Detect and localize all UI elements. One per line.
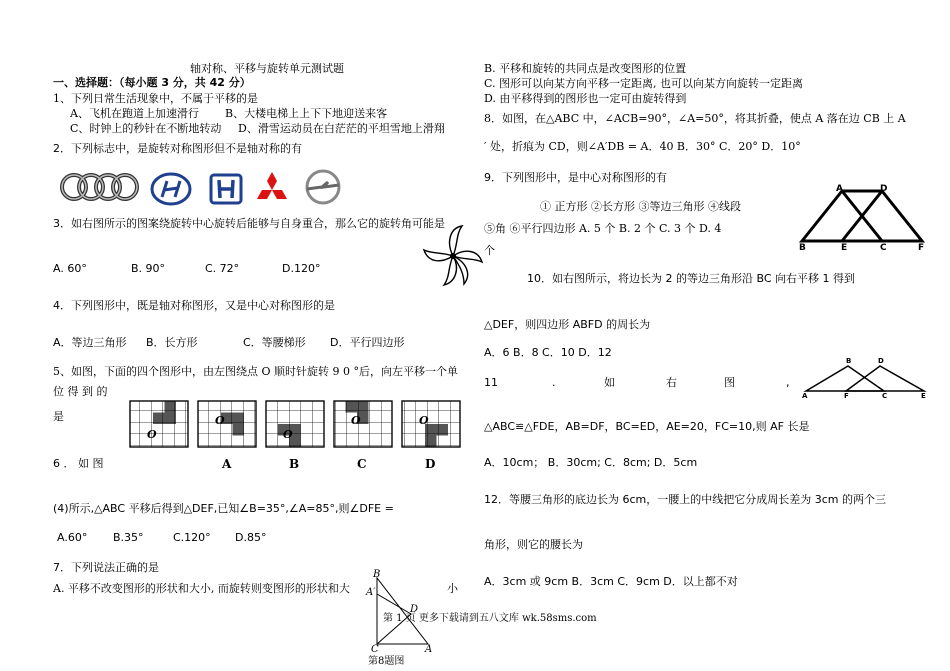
q12-stem-line2: 角形，则它的腰长为 — [484, 538, 583, 551]
q11-lead-dot: . — [552, 376, 556, 389]
q3-stem: 3．如右图所示的图案绕旋转中心旋转后能够与自身重合，那么它的旋转角可能是 — [53, 217, 445, 230]
section-heading: 一、选择题：（每小题 3 分，共 42 分） — [53, 76, 251, 89]
q7-option-d: D. 由平移得到的图形也一定可由旋转得到 — [484, 92, 687, 105]
q11-lead-word2: 右 — [666, 376, 677, 389]
q11-label-d: D — [878, 357, 884, 365]
q6-option-b: B.35° — [113, 531, 144, 544]
q10-options: A．6 B．8 C．10 D．12 — [484, 346, 612, 359]
q4-stem: 4．下列图形中，既是轴对称图形，又是中心对称图形的是 — [53, 299, 335, 312]
q10-label-d: D — [880, 184, 888, 194]
q11-label-c: C — [882, 392, 888, 400]
q5-label-d: D — [425, 457, 436, 471]
q10-label-c: C — [880, 243, 887, 253]
q11-stem: △ABC≌△FDE，AB=DF，BC=ED，AE=20，FC=10,则 AF 长是 — [484, 420, 810, 433]
audi-logo — [58, 170, 144, 204]
q11-label-b: B — [846, 357, 852, 365]
honda-logo — [208, 172, 244, 206]
q5-origin-label: O — [215, 414, 225, 427]
q11-options: A．10cm； B．30cm; C．8cm; D．5cm — [484, 456, 698, 469]
q11-lead-number: 11 — [484, 376, 498, 389]
q7-stem: 7．下列说法正确的是 — [53, 561, 159, 574]
opel-logo — [302, 168, 344, 206]
q10-translation-figure — [796, 183, 928, 249]
q4-option-d: D．平行四边形 — [330, 336, 405, 349]
q5-label-a: A — [222, 457, 232, 471]
q9-items: ① 正方形 ②长方形 ③等边三角形 ④线段 — [540, 200, 741, 213]
q4-option-b: B．长方形 — [146, 336, 198, 349]
q8-label-a-prime: A′ — [366, 587, 376, 598]
q12-stem-line1: 12．等腰三角形的底边长为 6cm，一腰上的中线把它分成周长差为 3cm 的两个三 — [484, 493, 887, 506]
q7-option-b: B. 平移和旋转的共同点是改变图形的位置 — [484, 62, 687, 75]
q5-origin-label: O — [419, 414, 429, 427]
q6-stem: (4)所示,△ABC 平移后得到△DEF,已知∠B=35°,∠A=85°,则∠DFE = — [53, 502, 394, 515]
q11-lead-comma: , — [786, 376, 790, 389]
q10-label-e: E — [841, 243, 848, 253]
mitsubishi-logo — [252, 170, 292, 206]
q8-label-a: A — [425, 644, 433, 655]
q1-option-c: C、时钟上的秒针在不断地转动 — [70, 122, 222, 135]
q1-option-a: A、飞机在跑道上加速滑行 — [70, 107, 199, 120]
q10-label-f: F — [918, 243, 925, 253]
q6-lead: 6 ． 如 图 — [53, 457, 104, 470]
q5-origin-label: O — [147, 428, 157, 441]
q12-options: A．3cm 或 9cm B．3cm C．9cm D．以上都不对 — [484, 575, 738, 588]
hyundai-logo — [150, 172, 192, 206]
q3-option-b: B. 90° — [131, 262, 166, 275]
q7-option-a: A. 平移不改变图形的形状和大小, 而旋转则变图形的形状和大 — [53, 582, 350, 595]
q6-option-d: D.85° — [235, 531, 267, 544]
page-footer: 第 1 页 更多下载请到五八文库 wk.58sms.com — [383, 613, 597, 624]
q2-stem: 2．下列标志中，是旋转对称图形但不是轴对称的有 — [53, 142, 302, 155]
q8-stem-line1: 8．如图，在△ABC 中，∠ACB=90°，∠A=50°，将其折叠，使点 A 落在边 CB 上 A — [484, 112, 906, 125]
q11-label-a: A — [802, 392, 808, 400]
q9-items2: ⑤角 ⑥平行四边形 A. 5 个 B. 2 个 C. 3 个 D. 4 — [484, 222, 722, 235]
q11-label-f: F — [844, 392, 849, 400]
q8-label-c: C — [371, 644, 379, 655]
q10-stem-line1: 10．如右图所示，将边长为 2 的等边三角形沿 BC 向右平移 1 得到 — [527, 272, 856, 285]
q8-figure-caption: 第8题图 — [368, 656, 405, 667]
q4-option-a: A．等边三角形 — [53, 336, 127, 349]
q8-fold-figure — [364, 570, 444, 652]
q1-stem: 1、下列日常生活现象中，不属于平移的是 — [53, 92, 258, 105]
q7-option-a-tail: 小 — [447, 582, 458, 595]
rotation-flower-figure — [420, 222, 486, 290]
q10-stem-line2: △DEF，则四边形 ABFD 的周长为 — [484, 318, 651, 331]
q5-label-c: C — [357, 457, 367, 471]
q5-origin-label: O — [351, 414, 361, 427]
q4-option-c: C．等腰梯形 — [243, 336, 306, 349]
page-title: 轴对称、平移与旋转单元测试题 — [190, 62, 344, 75]
q9-stem: 9．下列图形中，是中心对称图形的有 — [484, 171, 667, 184]
q3-option-a: A. 60° — [53, 262, 87, 275]
q5-stem-line2: 位 得 到 的 — [53, 385, 108, 398]
q5-label-b: B — [289, 457, 300, 471]
q11-lead-word3: 图 — [724, 376, 735, 389]
q3-option-d: D.120° — [282, 262, 321, 275]
q3-option-c: C. 72° — [205, 262, 240, 275]
q11-lead-word1: 如 — [604, 376, 615, 389]
q5-stem-line1: 5、如图，下面的四个图形中，由左图绕点 O 顺时针旋转 9 0 °后，向左平移一个单 — [53, 365, 458, 378]
q6-option-c: C.120° — [173, 531, 211, 544]
q10-label-a: A — [836, 184, 843, 194]
q8-label-b: B — [373, 569, 381, 580]
q9-tail: 个 — [484, 244, 495, 257]
q10-label-b: B — [799, 243, 806, 253]
q5-stem-line3: 是 — [53, 410, 64, 423]
q11-congruent-figure — [800, 358, 930, 398]
q1-option-b: B、大楼电梯上上下下地迎送来客 — [225, 107, 388, 120]
q5-origin-label: O — [283, 428, 293, 441]
q11-label-e: E — [921, 392, 926, 400]
q8-label-d: D — [410, 604, 419, 615]
q7-option-c: C. 图形可以向某方向平移一定距离, 也可以向某方向旋转一定距离 — [484, 77, 804, 90]
q6-option-a: A.60° — [57, 531, 88, 544]
q8-stem-line2: ′ 处，折痕为 CD，则∠A′DB = A．40 B．30° C．20° D．10° — [484, 140, 801, 153]
q1-option-d: D、滑雪运动员在白茫茫的平坦雪地上滑翔 — [238, 122, 445, 135]
